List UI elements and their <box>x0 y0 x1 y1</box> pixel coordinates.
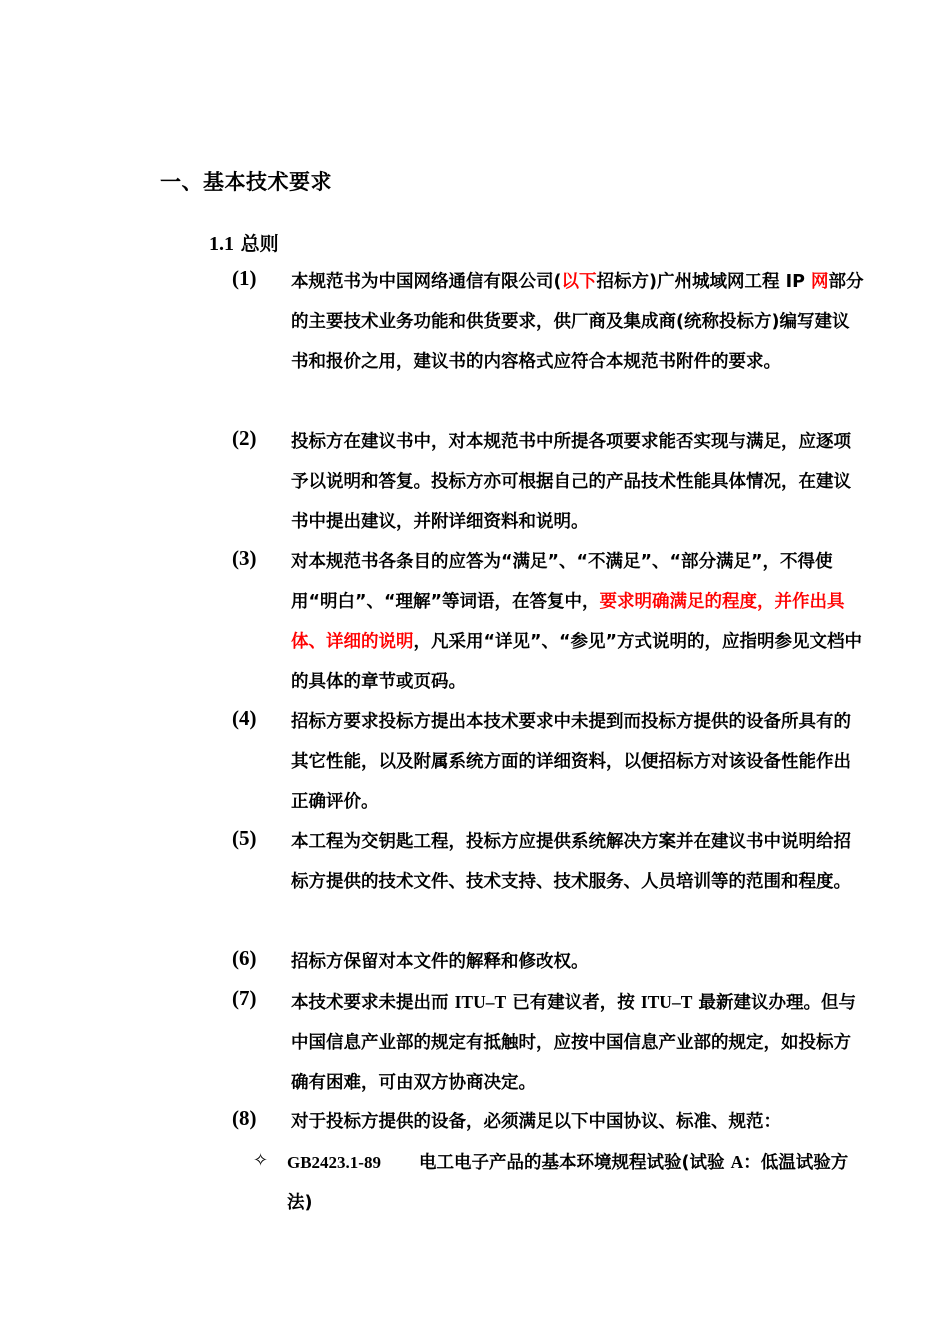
standard-title: 电工电子产品的基本环境规程试验(试验 <box>418 1153 731 1173</box>
standard-code: ITU–T <box>454 992 507 1012</box>
item-number: (1) <box>232 266 257 290</box>
item-text-1 <box>291 262 865 382</box>
item-text-4: 招标方要求投标方提出本技术要求中未提到而投标方提供的设备所具有的其它性能，以及附属系统方面的详细资料，以便招标方对该设备性能作出正确评价。 <box>291 712 851 812</box>
item-number: (5) <box>232 826 257 850</box>
subsection-heading <box>209 229 279 256</box>
text-run: 最新建议办理。但与中国信息产业部的规定有抵触时，应按中国信息产业部的规定，如投标方确有困难，可由双方协商决定。 <box>291 993 856 1093</box>
subsection-title: 总则 <box>240 233 279 255</box>
item-number: (8) <box>232 1106 257 1130</box>
item-text-7 <box>291 982 865 1103</box>
text-run: 对本规范书各条目的应答为“满足”、“不满足”、“部分满足”，不得使用“明白”、“理解”等词语，在答复中， <box>291 552 833 612</box>
item-text-5: 本工程为交钥匙工程，投标方应提供系统解决方案并在建议书中说明给招标方提供的技术文件、技术支持、技术服务、人员培训等的范围和程度。 <box>291 832 851 892</box>
item-number: (4) <box>232 706 257 730</box>
diamond-bullet-icon: ✧ <box>253 1150 269 1171</box>
item-text-6: 招标方保留对本文件的解释和修改权。 <box>291 952 589 972</box>
item-text-3 <box>291 542 865 702</box>
subsection-number: 1.1 <box>209 233 234 255</box>
standard-bullet-item <box>287 1142 865 1223</box>
item-text-2: 投标方在建议书中，对本规范书中所提各项要求能否实现与满足，应逐项予以说明和答复。投标方亦可根据自己的产品技术性能具体情况，在建议书中提出建议，并附详细资料和说明。 <box>291 432 851 532</box>
item-number: (7) <box>232 986 257 1010</box>
section-heading: 一、基本技术要求 <box>160 170 332 194</box>
highlight-text: 要求明确满足的程度，并作出具体、详细的说明 <box>291 592 845 652</box>
text-run: 已有建议者，按 <box>506 993 641 1013</box>
text-run: 招标方)广州城域网工程 IP <box>596 272 812 292</box>
text-run: 部分的主要技术业务功能和供货要求，供厂商及集成商(统称投标方)编写建议书和报价之用，建议书的内容格式应符合本规范书附件的要求。 <box>291 272 864 372</box>
text-run: 本技术要求未提出而 <box>291 993 455 1013</box>
item-number: (6) <box>232 946 257 970</box>
highlight-text: 网 <box>811 272 829 292</box>
item-number: (2) <box>232 426 257 450</box>
standard-code: GB2423.1-89 <box>287 1153 381 1172</box>
standard-code: ITU–T <box>640 992 693 1012</box>
standard-title-tail: ：低温试验方法) <box>287 1153 849 1213</box>
standard-title-letter: A <box>730 1152 744 1172</box>
highlight-text: 以下 <box>561 272 597 292</box>
text-run: 本规范书为中国网络通信有限公司( <box>291 272 562 292</box>
item-text-8: 对于投标方提供的设备，必须满足以下中国协议、标准、规范： <box>291 1112 781 1132</box>
text-run: ，凡采用“详见”、“参见”方式说明的，应指明参见文档中的具体的章节或页码。 <box>291 632 863 692</box>
item-number: (3) <box>232 546 257 570</box>
